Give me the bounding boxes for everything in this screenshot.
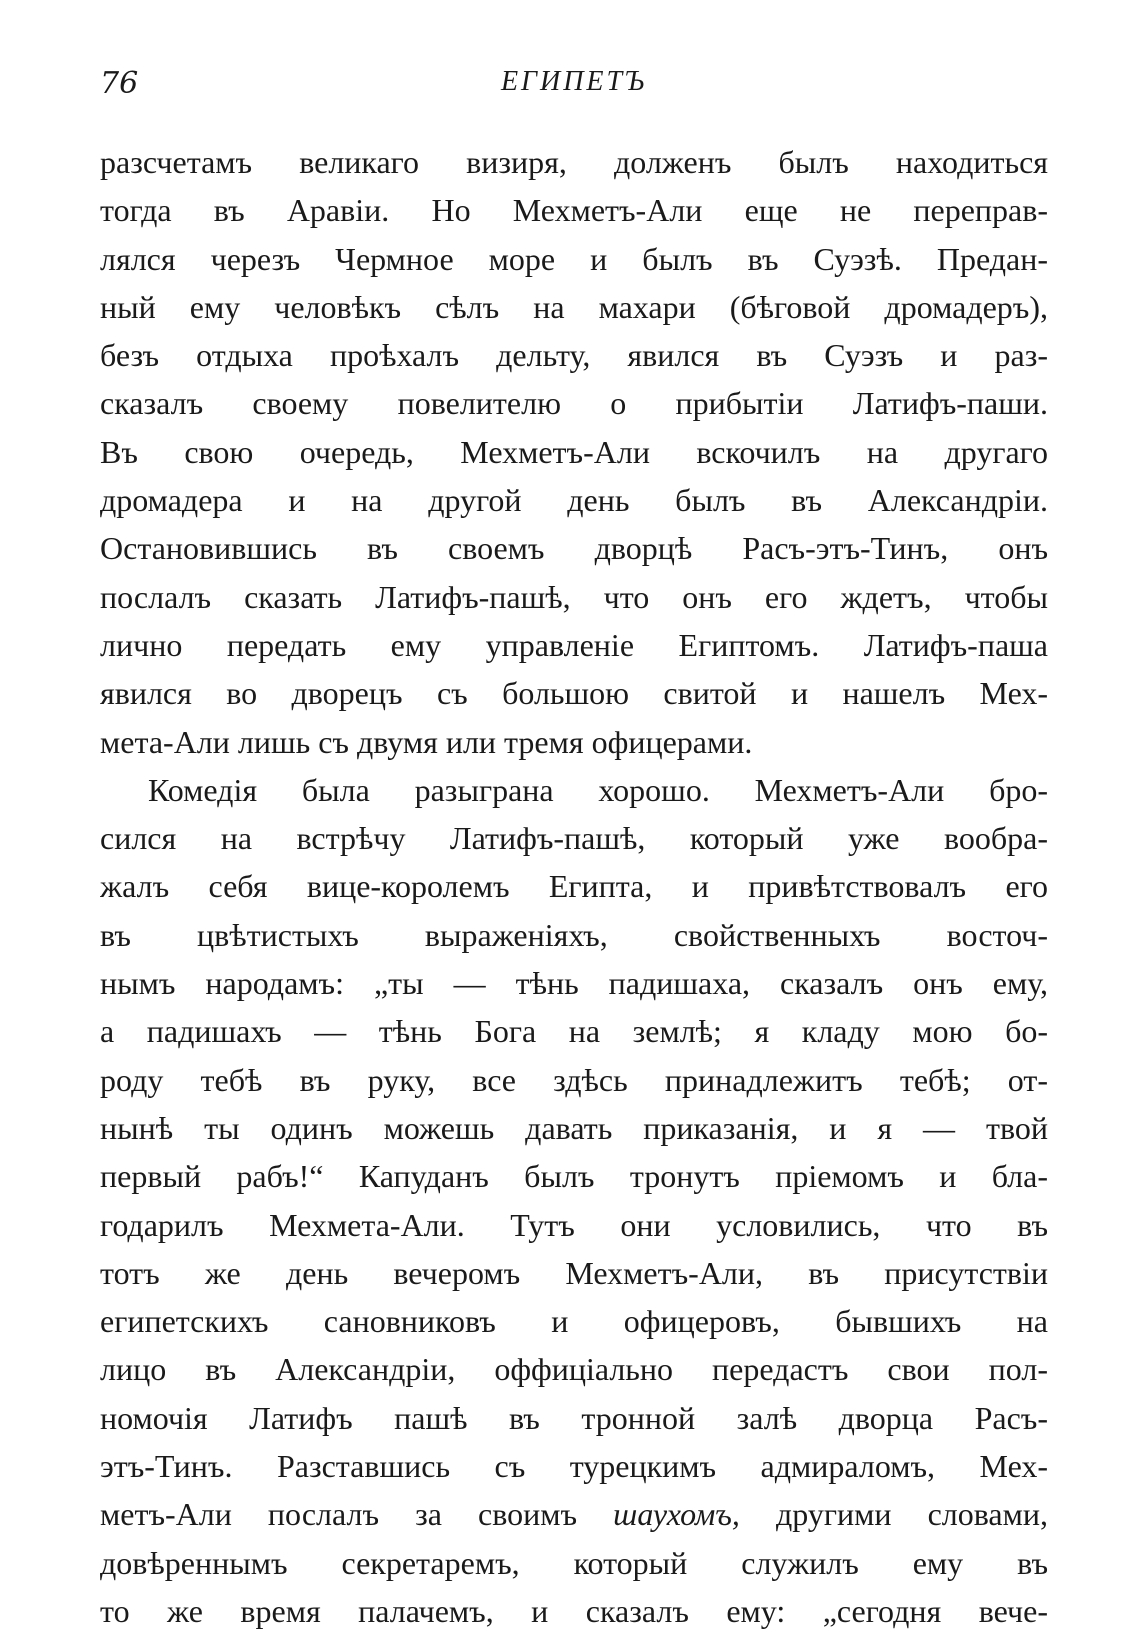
text-line: послалъ сказать Латифъ-пашѣ, что онъ его ждетъ, чтобы — [100, 578, 1048, 615]
text-line: годарилъ Мехмета-Али. Тутъ они условились, что въ — [100, 1206, 1048, 1243]
text-line: ный ему человѣкъ сѣлъ на махари (бѣговой дромадеръ), — [100, 288, 1048, 325]
text-line: нымъ народамъ: „ты — тѣнь падишаха, сказалъ онъ ему, — [100, 965, 1048, 1002]
text-line: безъ отдыха проѣхалъ дельту, явился въ Суэзъ и раз- — [100, 337, 1048, 374]
text-line-with-emphasis — [100, 1490, 1048, 1538]
text-line: сказалъ своему повелителю о прибытіи Латифъ-паши. — [100, 385, 1048, 422]
text-line: роду тебѣ въ руку, все здѣсь принадлежитъ тебѣ; от- — [100, 1061, 1048, 1098]
text-line: то же время палачемъ, и сказалъ ему: „сегодня вече- — [100, 1592, 1048, 1629]
text-line: Въ свою очередь, Мехметъ-Али вскочилъ на другаго — [100, 433, 1048, 470]
page-number: 76 — [100, 66, 139, 101]
text-line: сился на встрѣчу Латифъ-пашѣ, который уже вообра- — [100, 820, 1048, 857]
text-line: разсчетамъ великаго визиря, долженъ былъ находиться — [100, 144, 1048, 180]
text-line: а падишахъ — тѣнь Бога на землѣ; я кладу мою бо- — [100, 1013, 1048, 1050]
text-line: нынѣ ты одинъ можешь давать приказанія, и я — твой — [100, 1109, 1048, 1146]
text-line: лицо въ Александріи, оффиціально передастъ свои пол- — [100, 1351, 1048, 1388]
text-line: первый рабъ!“ Капуданъ былъ тронутъ пріемомъ и бла- — [100, 1158, 1048, 1195]
text-segment: другими словами, — [739, 1496, 1048, 1533]
italic-term: шаухомъ, — [613, 1496, 740, 1533]
text-line: довѣреннымъ секретаремъ, который служилъ ему въ — [100, 1544, 1048, 1581]
text-line: мета-Али лишь съ двумя или тремя офицерами. — [100, 723, 753, 760]
text-line: тогда въ Аравіи. Но Мехметъ-Али еще не переправ- — [100, 192, 1048, 229]
text-line: лично передать ему управленіе Египтомъ. Латифъ-паша — [100, 626, 1048, 663]
text-line: египетскихъ сановниковъ и офицеровъ, бывшихъ на — [100, 1303, 1048, 1340]
text-line: Остановившись въ своемъ дворцѣ Расъ-этъ-Тинъ, онъ — [100, 530, 1048, 567]
page-header — [100, 66, 1048, 116]
text-line: дромадера и на другой день былъ въ Александріи. — [100, 482, 1048, 519]
running-title: ЕГИПЕТЪ — [500, 66, 648, 97]
text-line: въ цвѣтистыхъ выраженіяхъ, свойственныхъ восточ- — [100, 916, 1048, 953]
text-line: Комедія была разыграна хорошо. Мехметъ-Али бро- — [148, 771, 1048, 808]
text-line: тотъ же день вечеромъ Мехметъ-Али, въ присутствіи — [100, 1254, 1048, 1291]
text-line: номочія Латифъ пашѣ въ тронной залѣ дворца Расъ- — [100, 1399, 1048, 1436]
text-segment: метъ-Али послалъ за своимъ — [100, 1496, 614, 1533]
text-line: этъ-Тинъ. Разставшись съ турецкимъ адмираломъ, Мех- — [100, 1448, 1048, 1485]
body-text — [100, 138, 1048, 1635]
text-line: жалъ себя вице-королемъ Египта, и привѣтствовалъ его — [100, 868, 1048, 905]
text-line: лялся черезъ Чермное море и былъ въ Суэзѣ. Предан- — [100, 240, 1048, 277]
text-line: явился во дворецъ съ большою свитой и нашелъ Мех- — [100, 675, 1048, 712]
